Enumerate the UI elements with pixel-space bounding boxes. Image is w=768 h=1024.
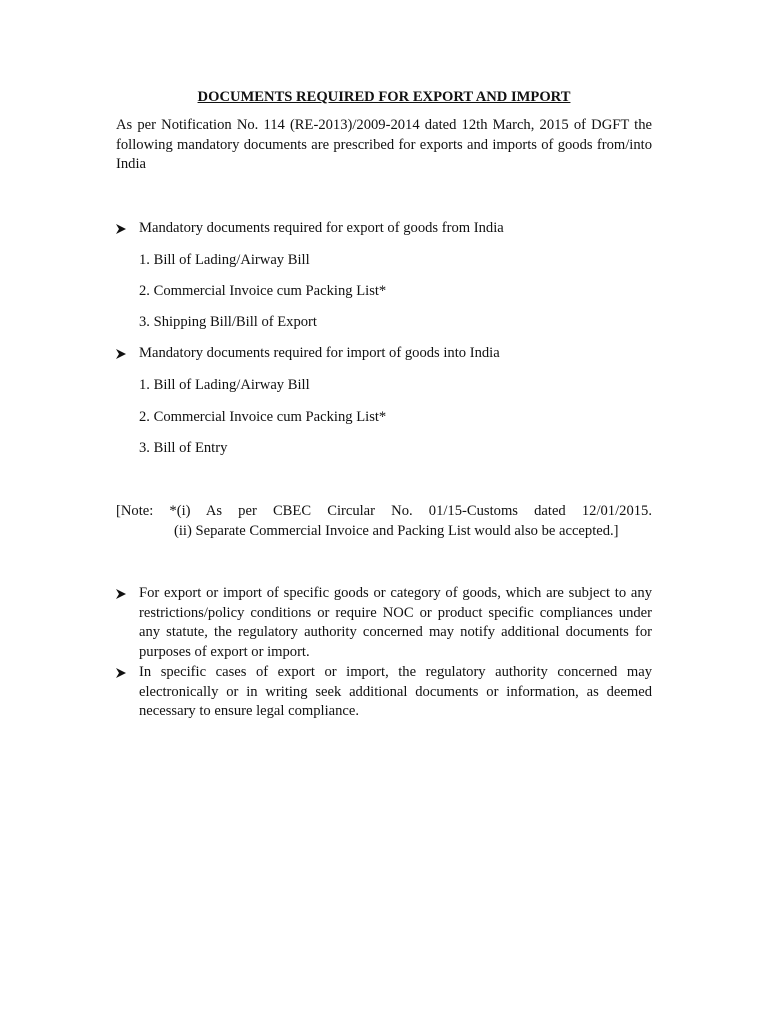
export-section-heading — [116, 219, 652, 239]
additional-documents-text: For export or import of specific goods or category of goods, which are subject to any restrictions/policy conditions or require NOC or product specific compliances under any statute, the regulatory authority concerned may notify additional documents for purposes of export or import. — [139, 585, 652, 661]
export-heading-text: Mandatory documents required for export of goods from India — [139, 220, 504, 236]
import-section-heading — [116, 344, 652, 364]
arrowhead-bullet-icon — [116, 344, 130, 364]
additional-documents-bullet — [116, 584, 652, 663]
import-item: 2. Commercial Invoice cum Packing List* — [139, 409, 387, 425]
import-heading-text: Mandatory documents required for import of goods into India — [139, 345, 500, 361]
document-title: DOCUMENTS REQUIRED FOR EXPORT AND IMPORT — [197, 89, 571, 105]
arrowhead-bullet-icon — [116, 584, 130, 604]
note-line-1: [Note: *(i) As per CBEC Circular No. 01/15-Customs dated 12/01/2015. — [116, 503, 652, 519]
note-line-2: (ii) Separate Commercial Invoice and Packing List would also be accepted.] — [174, 522, 619, 539]
export-item: 1. Bill of Lading/Airway Bill — [139, 252, 310, 268]
note-block — [116, 502, 652, 541]
specific-cases-text: In specific cases of export or import, the regulatory authority concerned may electronically or in writing seek additional documents or information, as deemed necessary to ensure legal compliance. — [139, 664, 652, 720]
arrowhead-bullet-icon — [116, 219, 130, 239]
intro-paragraph: As per Notification No. 114 (RE-2013)/2009-2014 dated 12th March, 2015 of DGFT the following mandatory documents are prescribed for exports and imports of goods from/into India — [116, 117, 652, 172]
specific-cases-bullet — [116, 663, 652, 722]
import-item: 3. Bill of Entry — [139, 440, 228, 456]
arrowhead-bullet-icon — [116, 663, 130, 683]
export-item: 2. Commercial Invoice cum Packing List* — [139, 283, 387, 299]
export-item: 3. Shipping Bill/Bill of Export — [139, 314, 317, 330]
import-item: 1. Bill of Lading/Airway Bill — [139, 377, 310, 393]
